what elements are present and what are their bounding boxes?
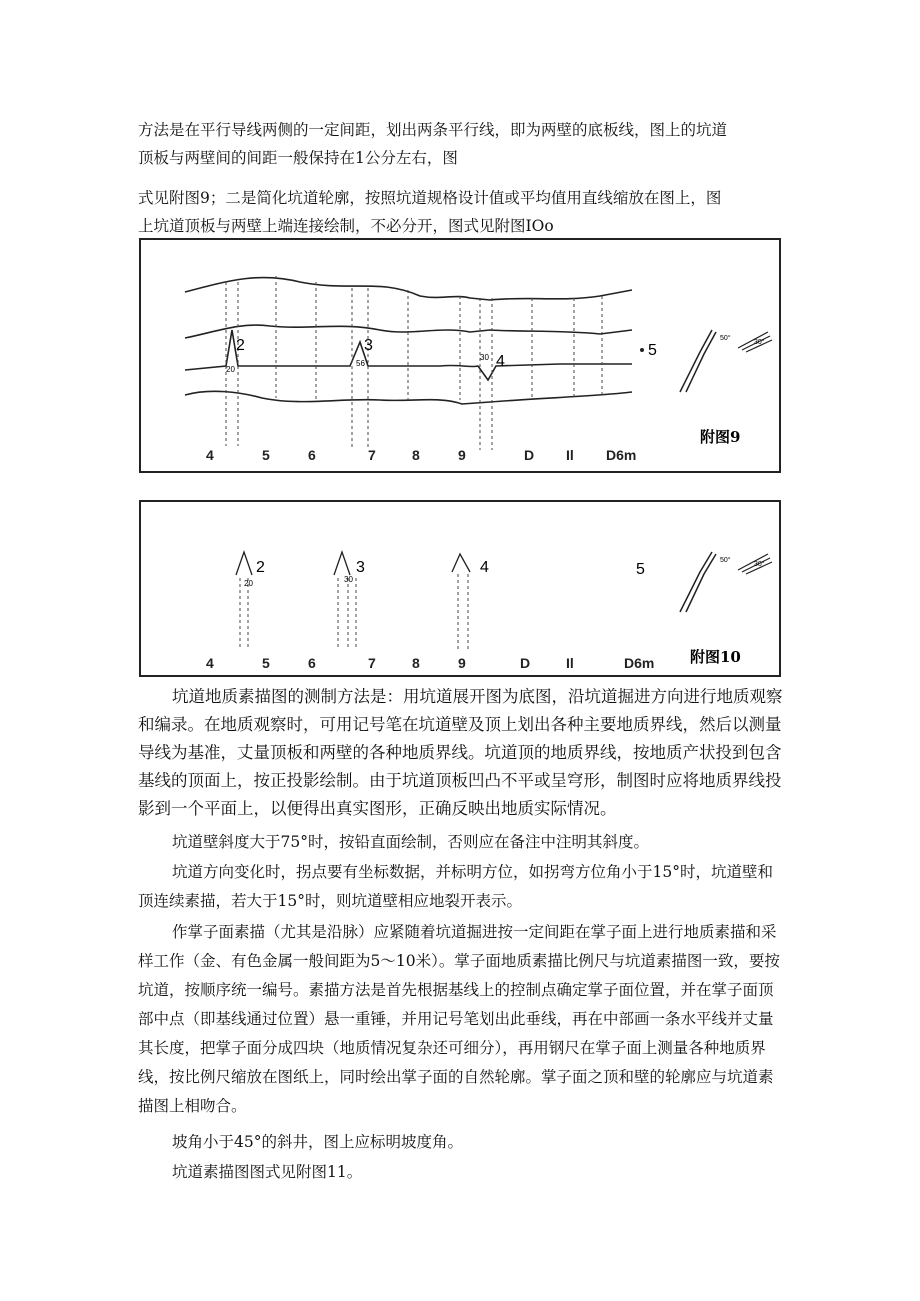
figure-9-legend-symbol — [680, 330, 716, 392]
figure-9-axis-label: Il — [566, 447, 574, 463]
figure-10-point-label: 3 — [356, 559, 365, 576]
figure-9-point-label: 3 — [364, 337, 373, 354]
figure-10-point-label: 4 — [480, 559, 489, 576]
intro-line-1: 方法是在平行导线两侧的一定间距，划出两条平行线，即为两壁的底板线，图上的坑道 — [138, 121, 728, 139]
figure-10-axis-label: D — [520, 655, 531, 671]
figure-9-point-label: 5 — [648, 342, 657, 359]
figure-9-point-label: 2 — [236, 337, 245, 354]
figure-9-axis-label: 5 — [262, 447, 270, 463]
intro-line-2: 顶板与两壁间的间距一般保持在1公分左右，图 — [138, 149, 458, 167]
body-paragraph-6: 坑道素描图图式见附图11。 — [172, 1163, 363, 1181]
intro-line-3: 式见附图9；二是简化坑道轮廓，按照坑道规格设计值或平均值用直线缩放在图上，图 — [138, 189, 722, 207]
figure-10-axis-label: 5 — [262, 655, 270, 671]
figure-10-caption: 附图10 — [690, 648, 741, 666]
figure-9-legend-angle: 50° — [720, 335, 731, 342]
figure-9-axis-label: D — [524, 447, 535, 463]
figure-10-axis-label: Il — [566, 655, 574, 671]
figure-9-axis-label: 6 — [308, 447, 316, 463]
figure-10-axis-label: 7 — [368, 655, 376, 671]
figure-9-angle-label: 30 — [480, 353, 489, 362]
figure-9-grid-lines — [226, 276, 602, 450]
figure-9-axis-label: 4 — [206, 447, 214, 463]
figure-9-axis-label: 9 — [458, 447, 466, 463]
body-paragraph-5: 坡角小于45°的斜井，图上应标明坡度角。 — [172, 1133, 463, 1151]
figure-9-angle-label: 56 — [356, 359, 365, 368]
figure-10-frame — [140, 501, 780, 676]
figure-10-axis-label: D6m — [624, 655, 655, 671]
figure-10-angle-label: 20 — [244, 579, 253, 588]
body-paragraph-3: 坑道方向变化时，拐点要有坐标数据，并标明方位，如拐弯方位角小于15°时，坑道壁和顶连续素描，若大于15°时，则坑道壁相应地裂开表示。 — [138, 863, 773, 910]
figure-9-angle-label: 20 — [226, 365, 235, 374]
body-paragraph-1: 坑道地质素描图的测制方法是：用坑道展开图为底图，沿坑道掘进方向进行地质观察和编录。在地质观察时，可用记号笔在坑道壁及顶上划出各种主要地质界线，然后以测量导线为基准，丈量顶板和两壁的各种地质界线。坑道顶的地质界线，按地质产状投到包含基线的顶面上，按正投影绘制。由于坑道顶板凹凸不平或呈穹形，制图时应将地质界线投影到一个平面上，以便得出真实图形，正确反映出地质实际情况。 — [138, 687, 783, 818]
figure-10-point-label: 5 — [636, 561, 645, 578]
figure-9-legend-angle: 30° — [754, 339, 765, 346]
figure-9-axis-label: D6m — [606, 447, 637, 463]
figure-10-legend-angle: 50° — [720, 557, 731, 564]
figure-9-point-label: 4 — [496, 353, 505, 370]
body-paragraph-2: 坑道壁斜度大于75°时，按铅直面绘制，否则应在备注中注明其斜度。 — [172, 833, 649, 851]
figure-10-angle-label: 30 — [344, 575, 353, 584]
figure-9-axis-label: 8 — [412, 447, 420, 463]
figure-10-point-label: 2 — [256, 559, 265, 576]
intro-line-4: 上坑道顶板与两壁上端连接绘制，不必分开，图式见附图IOo — [138, 217, 554, 235]
figure-10-axis-label: 8 — [412, 655, 420, 671]
figure-10-axis-label: 4 — [206, 655, 214, 671]
figure-9-baseline — [185, 330, 632, 380]
figure-10-legend-angle: 30° — [754, 561, 765, 568]
figure-10-axis-label: 9 — [458, 655, 466, 671]
figure-9-axis-label: 7 — [368, 447, 376, 463]
figure-10-axis-label: 6 — [308, 655, 316, 671]
body-paragraph-4: 作掌子面素描（尤其是沿脉）应紧随着坑道掘进按一定间距在掌子面上进行地质素描和采样工作（金、有色金属一般间距为5～10米）。掌子面地质素描比例尺与坑道素描图一致，要按坑道，按顺序统一编号。素描方法是首先根据基线上的控制点确定掌子面位置，并在掌子面顶部中点（即基线通过位置）悬一重锤，并用记号笔划出此垂线，再在中部画一条水平线并丈量其长度，把掌子面分成四块（地质情况复杂还可细分），再用钢尺在掌子面上测量各种地质界线，按比例尺缩放在图纸上，同时绘出掌子面的自然轮廓。掌子面之顶和壁的轮廓应与坑道素描图上相吻合。 — [138, 923, 780, 1115]
figure-10-legend-symbol — [680, 552, 716, 612]
figure-10-grid-lines — [240, 574, 468, 650]
figure-9-caption: 附图9 — [700, 428, 741, 446]
